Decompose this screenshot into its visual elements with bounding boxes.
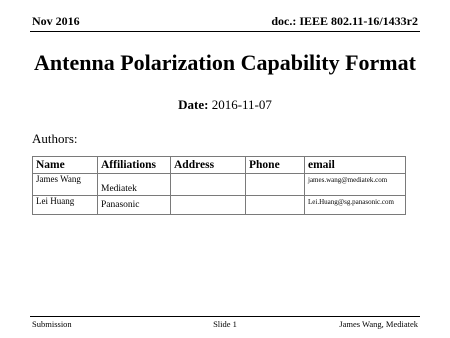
cell-name: James Wang	[33, 174, 98, 196]
cell-address	[171, 196, 246, 215]
header-email: email	[305, 157, 406, 174]
cell-name: Lei Huang	[33, 196, 98, 215]
header-divider	[30, 31, 420, 32]
header-date: Nov 2016	[32, 14, 80, 28]
authors-label: Authors:	[32, 131, 78, 146]
header-name: Name	[33, 157, 98, 174]
footer-slide-number: Slide 1	[213, 319, 237, 329]
table-header-row	[33, 157, 406, 174]
cell-phone	[246, 196, 305, 215]
cell-affiliation: Mediatek	[98, 174, 171, 196]
header-address: Address	[171, 157, 246, 174]
header-phone: Phone	[246, 157, 305, 174]
cell-phone	[246, 174, 305, 196]
cell-address	[171, 174, 246, 196]
footer-divider	[30, 316, 420, 317]
table-row	[33, 174, 406, 196]
cell-email: Lei.Huang@sg.panasonic.com	[305, 196, 406, 215]
footer-submission: Submission	[32, 319, 72, 329]
date-value: 2016-11-07	[211, 97, 272, 112]
slide-title: Antenna Polarization Capability Format	[34, 50, 416, 75]
authors-table	[32, 156, 406, 215]
header-affiliations: Affiliations	[98, 157, 171, 174]
date-label: Date:	[178, 97, 209, 112]
header-doc-id: doc.: IEEE 802.11-16/1433r2	[271, 14, 418, 28]
cell-email: james.wang@mediatek.com	[305, 174, 406, 196]
date-line	[0, 97, 450, 113]
footer-author: James Wang, Mediatek	[339, 319, 418, 329]
cell-affiliation: Panasonic	[98, 196, 171, 215]
table-row	[33, 196, 406, 215]
